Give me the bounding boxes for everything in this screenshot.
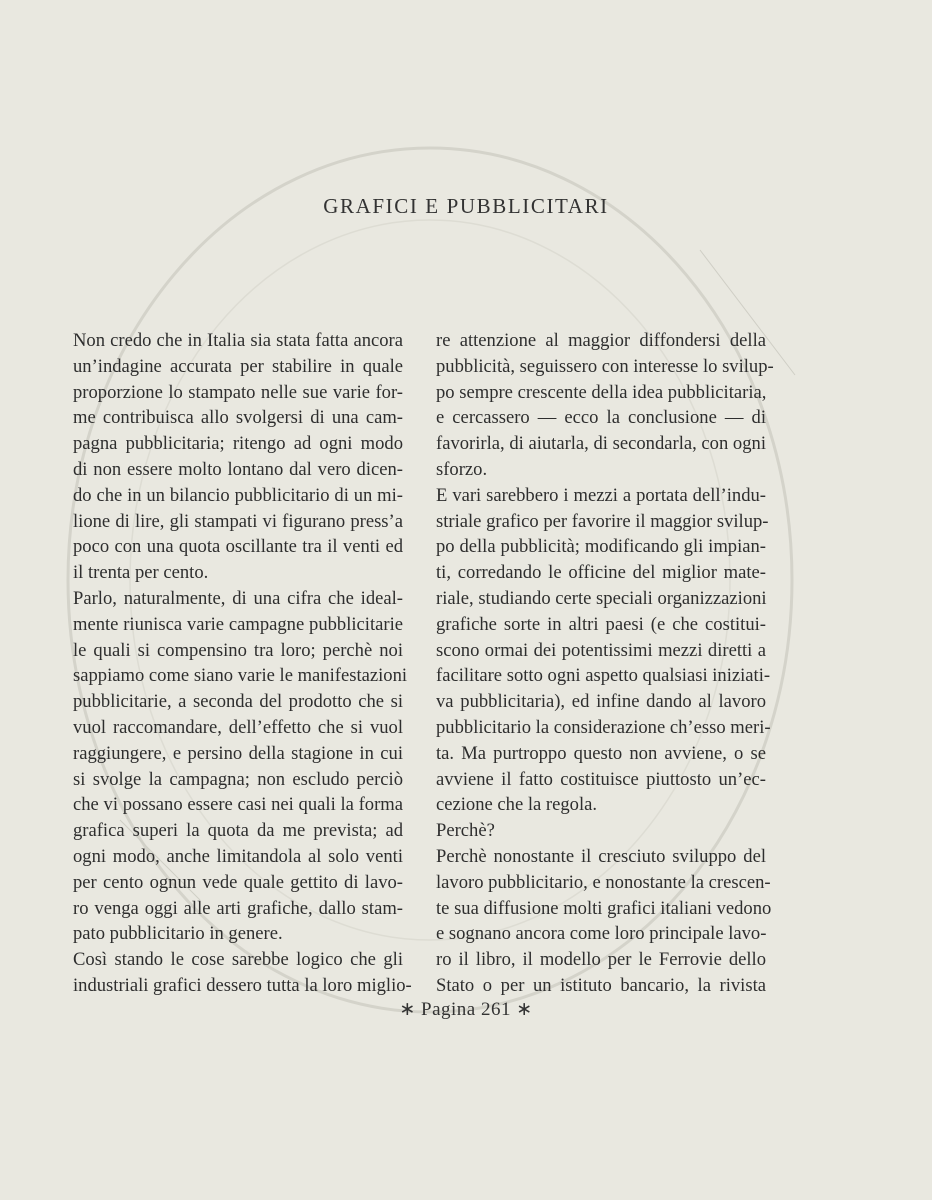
text-line: po della pubblicità; modificando gli impian- [436, 536, 766, 558]
text-line: scono ormai dei potentissimi mezzi diretti a [436, 639, 766, 661]
text-line: pubblicitario la considerazione ch’esso meri- [436, 716, 771, 738]
text-line: per cento ognun vede quale gettito di lavo- [73, 871, 403, 893]
text-line: mente riunisca varie campagne pubblicitarie [73, 613, 403, 635]
text-line: ro il libro, il modello per le Ferrovie dello [436, 949, 766, 971]
text-line: grafiche sorte in altri paesi (e che costitui- [436, 613, 766, 635]
text-line: te sua diffusione molti grafici italiani vedono [436, 897, 772, 919]
text-line: me contribuisca allo svolgersi di una cam- [73, 407, 403, 429]
text-line: va pubblicitaria), ed infine dando al lavoro [436, 691, 766, 713]
text-line: ta. Ma purtroppo questo non avviene, o se [436, 742, 766, 764]
left-text-column [73, 328, 412, 999]
text-line: striale grafico per favorire il maggior svilup- [436, 510, 769, 532]
text-line: ogni modo, anche limitandola al solo venti [73, 845, 403, 867]
text-line: il trenta per cento. [73, 562, 209, 584]
text-line: poco con una quota oscillante tra il venti ed [73, 536, 403, 558]
text-line: Non credo che in Italia sia stata fatta ancora [73, 330, 403, 351]
text-line: pubblicitarie, a seconda del prodotto che si [73, 691, 403, 713]
text-line: industriali grafici dessero tutta la loro miglio- [73, 974, 412, 996]
page-title: GRAFICI E PUBBLICITARI [323, 194, 609, 218]
text-line: sforzo. [436, 458, 488, 480]
text-line: cezione che la regola. [436, 794, 598, 816]
text-line: sappiamo come siano varie le manifestazioni [73, 665, 408, 687]
text-line: ti, corredando le officine del miglior mate- [436, 562, 766, 584]
text-line: raggiungere, e persino della stagione in cui [73, 742, 403, 764]
text-line: facilitare sotto ogni aspetto qualsiasi iniziati- [436, 665, 771, 687]
text-line: avviene il fatto costituisce piuttosto un’ec- [436, 768, 766, 790]
text-line: vuol raccomandare, dell’effetto che si vuol [73, 716, 403, 738]
text-line: lavoro pubblicitario, e nonostante la crescen- [436, 871, 771, 893]
text-line: Perchè? [436, 820, 495, 842]
page-number-footer: ∗ Pagina 261 ∗ [399, 999, 533, 1020]
text-line: proporzione lo stampato nelle sue varie for- [73, 381, 403, 403]
text-line: le quali si compensino tra loro; perchè noi [73, 639, 403, 661]
text-line: che vi possano essere casi nei quali la forma [73, 794, 403, 816]
text-line: re attenzione al maggior diffondersi della [436, 330, 766, 351]
text-line: Stato o per un istituto bancario, la rivista [436, 974, 766, 996]
text-line: ro venga oggi alle arti grafiche, dallo stam- [73, 897, 403, 919]
text-line: Perchè nonostante il cresciuto sviluppo del [436, 845, 766, 867]
text-line: si svolge la campagna; non escludo perciò [73, 768, 403, 790]
text-line: Così stando le cose sarebbe logico che gli [73, 949, 403, 971]
text-line: e sognano ancora come loro principale lavo- [436, 923, 767, 945]
text-line: lione di lire, gli stampati vi figurano press’a [73, 510, 403, 532]
text-line: pubblicità, seguissero con interesse lo svilup- [436, 355, 774, 377]
text-line: pato pubblicitario in genere. [73, 923, 283, 945]
text-line: E vari sarebbero i mezzi a portata dell’indu- [436, 484, 766, 506]
right-text-column [436, 328, 774, 999]
text-line: riale, studiando certe speciali organizzazioni [436, 587, 767, 609]
text-line: e cercassero — ecco la conclusione — di [436, 407, 766, 429]
text-line: pagna pubblicitaria; ritengo ad ogni modo [73, 433, 403, 455]
text-line: po sempre crescente della idea pubblicitaria, [436, 381, 767, 403]
text-line: do che in un bilancio pubblicitario di un mi- [73, 484, 403, 506]
text-line: grafica superi la quota da me prevista; ad [73, 820, 403, 842]
text-line: favorirla, di aiutarla, di secondarla, con ogni [436, 433, 766, 455]
text-line: di non essere molto lontano dal vero dicen- [73, 458, 403, 480]
text-line: un’indagine accurata per stabilire in quale [73, 355, 403, 377]
text-line: Parlo, naturalmente, di una cifra che ideal- [73, 587, 403, 609]
